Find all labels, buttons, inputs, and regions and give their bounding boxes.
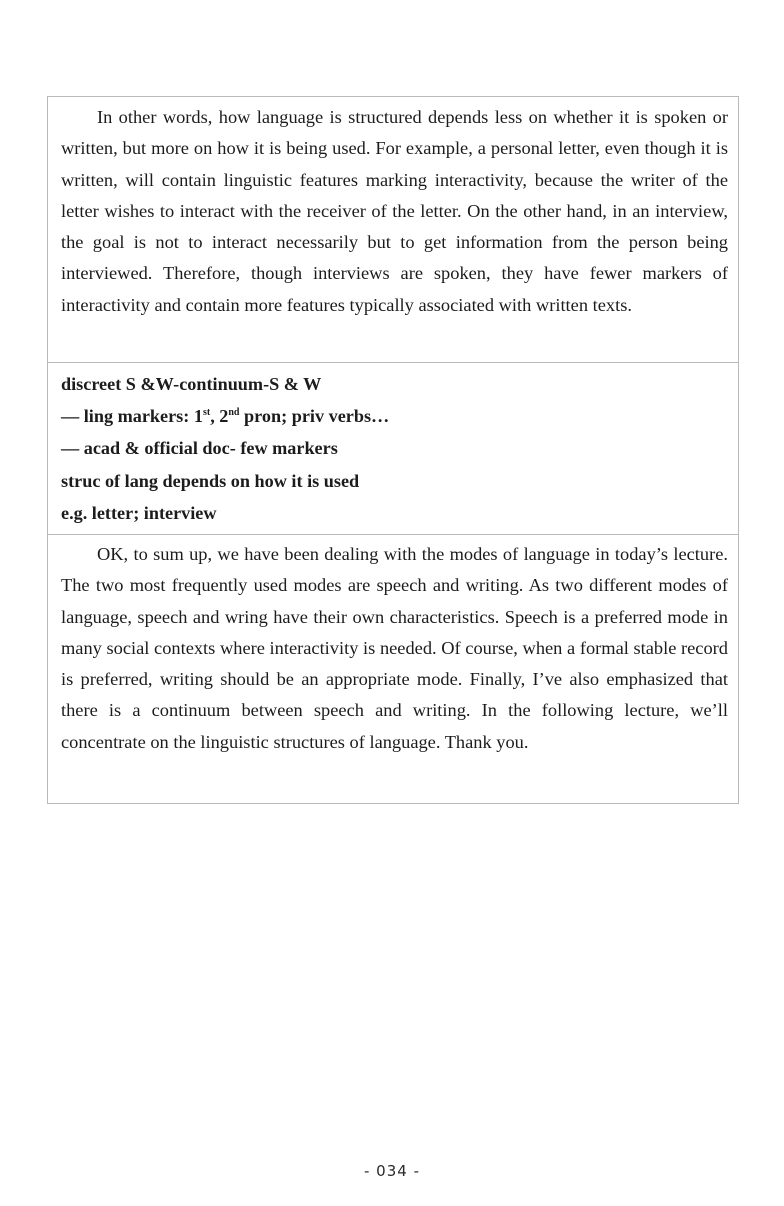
note-text: pron; priv verbs…	[239, 406, 390, 427]
note-line: struc of lang depends on how it is used	[61, 470, 360, 491]
notes-table	[47, 96, 739, 804]
lecture-paragraph-cell	[48, 97, 738, 362]
summary-paragraph-cell	[48, 534, 738, 803]
note-line: e.g. letter; interview	[61, 502, 217, 523]
superscript: nd	[228, 407, 240, 419]
summary-paragraph: OK, to sum up, we have been dealing with the modes of language in today’s lecture. The two most frequently used modes are speech and writing. As two different modes of language, speech and wring have their own characteristics. Speech is a preferred mode in many social contexts where interactivity is needed. Of course, when a formal stable record is preferred, writing should be an appropriate mode. Finally, I’ve also emphasized that there is a continuum between speech and writing. In the following lecture, we’ll concentrate on the linguistic structures of language. Thank you.	[61, 544, 728, 752]
note-taking-cell	[48, 362, 738, 534]
note-text: , 2	[210, 406, 229, 427]
note-line	[61, 400, 728, 432]
page-number: - 034 -	[364, 1162, 420, 1180]
note-line: discreet S &W-continuum-S & W	[61, 374, 322, 394]
note-text: — ling markers: 1	[61, 406, 203, 427]
superscript: st	[202, 407, 211, 419]
note-line: — acad & official doc- few markers	[61, 438, 338, 459]
lecture-paragraph: In other words, how language is structured depends less on whether it is spoken or written, but more on how it is being used. For example, a personal letter, even though it is written, will contain linguistic features marking interactivity, because the writer of the letter wishes to interact with the receiver of the letter. On the other hand, in an interview, the goal is not to interact necessarily but to get information from the person being interviewed. Therefore, though interviews are spoken, they have fewer markers of interactivity and contain more features typically associated with written texts.	[61, 107, 728, 315]
